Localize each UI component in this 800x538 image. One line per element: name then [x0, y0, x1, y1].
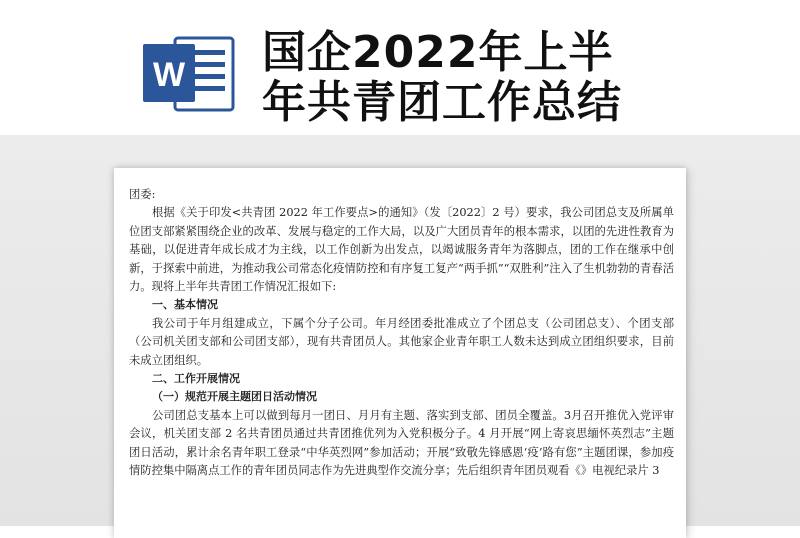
word-icon-letter: W: [152, 56, 186, 94]
title-line-1: 国企2022年上半: [262, 27, 614, 78]
document-body: [129, 186, 674, 481]
page-title: [262, 28, 762, 128]
section-heading-basic: 一、基本情况: [152, 298, 218, 312]
paragraph-activities: 公司团总支基本上可以做到每月一团日、月月有主题、落实到支部、团员全覆盖。3月召开推优入党评审会议，机关团支部 2 名共青团员通过共青团推优列为入党积极分子。4 月开展“网上寄哀思缅怀英烈志”主题团日活动，累计余名青年职工登录“中华英烈网”参加活动；开展“致敬先锋感恩‘疫’路有您”主题团课，参加疫情防控集中隔离点工作的青年团员同志作为先进典型作交流分享；先后组织青年团员观看《》电视纪录片 3: [129, 408, 674, 478]
document-page: [114, 168, 686, 538]
salutation: 团委:: [129, 188, 156, 201]
paragraph-basic: 我公司于年月组建成立，下属个分子公司。年月经团委批准成立了个团总支（公司团总支）、个团支部（公司机关团支部和公司团支部），现有共青团员人。其他家企业青年职工人数未达到成立团组织要求，目前未成立团组织。: [129, 316, 674, 367]
subsection-heading-activities: （一）规范开展主题团日活动情况: [152, 390, 317, 404]
word-document-icon: [141, 34, 237, 114]
paragraph-intro: 根据《关于印发<共青团 2022 年工作要点>的通知》（发〔2022〕2 号）要求，我公司团总支及所属单位团支部紧紧围绕企业的改革、发展与稳定的工作大局，以及广大团员青年的根本需求，以团的先进性教育为基础，以促进青年成长成才为主线，以工作创新为出发点，以竭诚服务青年为落脚点，团的工作在继承中创新，于探索中前进，为推动我公司常态化疫情防控和有序复工复产“两手抓”“双胜利”注入了生机勃勃的青春活力。现将上半年共青团工作情况汇报如下:: [129, 206, 674, 294]
section-heading-work: 二、工作开展情况: [152, 372, 240, 386]
title-line-2: 年共青团工作总结: [262, 77, 622, 128]
